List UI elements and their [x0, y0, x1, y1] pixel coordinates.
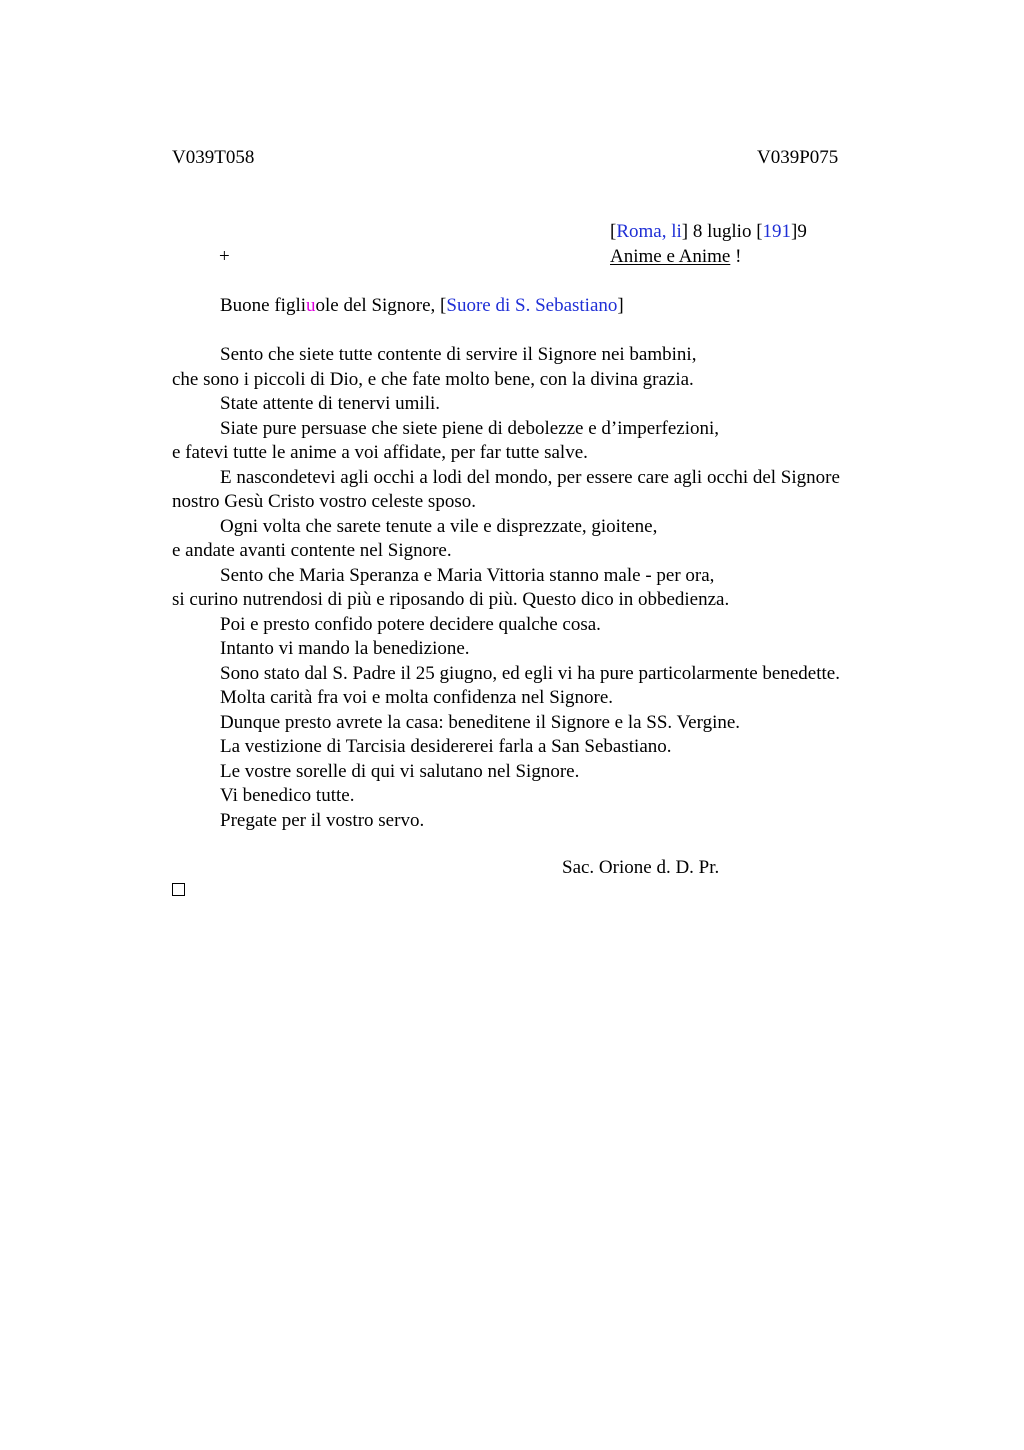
salutation [220, 294, 624, 318]
dateline-year-suffix: 9 [797, 221, 807, 242]
body-line: La vestizione di Tarcisia desidererei farla a San Sebastiano. [220, 736, 672, 757]
salutation-part: ole del Signore, [ [315, 295, 447, 316]
motto-text: Anime e Anime [610, 246, 731, 267]
body-line: Poi e presto confido potere decidere qualche cosa. [220, 613, 601, 635]
body-line: Vi benedico tutte. [220, 785, 355, 806]
dateline-day-month: 8 luglio [688, 221, 757, 242]
dateline-bracket: [ [610, 221, 617, 242]
letter-body [172, 343, 932, 833]
dateline-place: Roma, li [616, 221, 682, 242]
salutation-recipient: Suore di S. Sebastiano [446, 295, 618, 316]
body-line: Pregate per il vostro servo. [220, 809, 425, 831]
body-line: Intanto vi mando la benedizione. [220, 638, 470, 659]
salutation-correction: u [306, 295, 316, 316]
body-line: Le vostre sorelle di qui vi salutano nel Signore. [220, 760, 580, 782]
body-line: Siate pure persuase che siete piene di debolezze e d’imperfezioni, [220, 417, 720, 439]
motto [610, 245, 741, 269]
body-line: Sono stato dal S. Padre il 25 giugno, ed egli vi ha pure particolarmente benedette. [220, 662, 840, 684]
cross-symbol: + [219, 246, 230, 267]
dateline-bracket: ] [681, 221, 689, 242]
body-line: si curino nutrendosi di più e riposando di più. Questo dico in obbedienza. [172, 589, 730, 610]
body-line: e fatevi tutte le anime a voi affidate, per far tutte salve. [172, 442, 588, 463]
salutation-part: ] [617, 295, 624, 316]
empty-square-icon [172, 883, 185, 896]
body-line: Dunque presto avrete la casa: beneditene il Signore e la SS. Vergine. [220, 711, 741, 733]
body-line: Ogni volta che sarete tenute a vile e disprezzate, gioitene, [220, 515, 658, 537]
document-code-left: V039T058 [172, 147, 255, 168]
salutation-part: Buone figli [220, 295, 307, 316]
body-line: State attente di tenervi umili. [220, 393, 441, 414]
motto-suffix: ! [730, 246, 742, 267]
body-line: e andate avanti contente nel Signore. [172, 540, 452, 561]
body-line: E nascondetevi agli occhi a lodi del mondo, per essere care agli occhi del Signore [220, 466, 840, 488]
body-line: che sono i piccoli di Dio, e che fate molto bene, con la divina grazia. [172, 368, 694, 390]
signature: Sac. Orione d. D. Pr. [562, 857, 720, 878]
body-line: Sento che siete tutte contente di servire il Signore nei bambini, [220, 344, 697, 365]
dateline-year-prefix: 191 [762, 221, 792, 242]
dateline [610, 220, 807, 244]
body-line: Sento che Maria Speranza e Maria Vittoria stanno male - per ora, [220, 564, 715, 586]
dateline-bracket: ] [791, 221, 798, 242]
dateline-bracket: [ [756, 221, 763, 242]
document-code-right: V039P075 [757, 147, 839, 168]
body-line: Molta carità fra voi e molta confidenza nel Signore. [220, 687, 614, 708]
body-line: nostro Gesù Cristo vostro celeste sposo. [172, 491, 476, 512]
